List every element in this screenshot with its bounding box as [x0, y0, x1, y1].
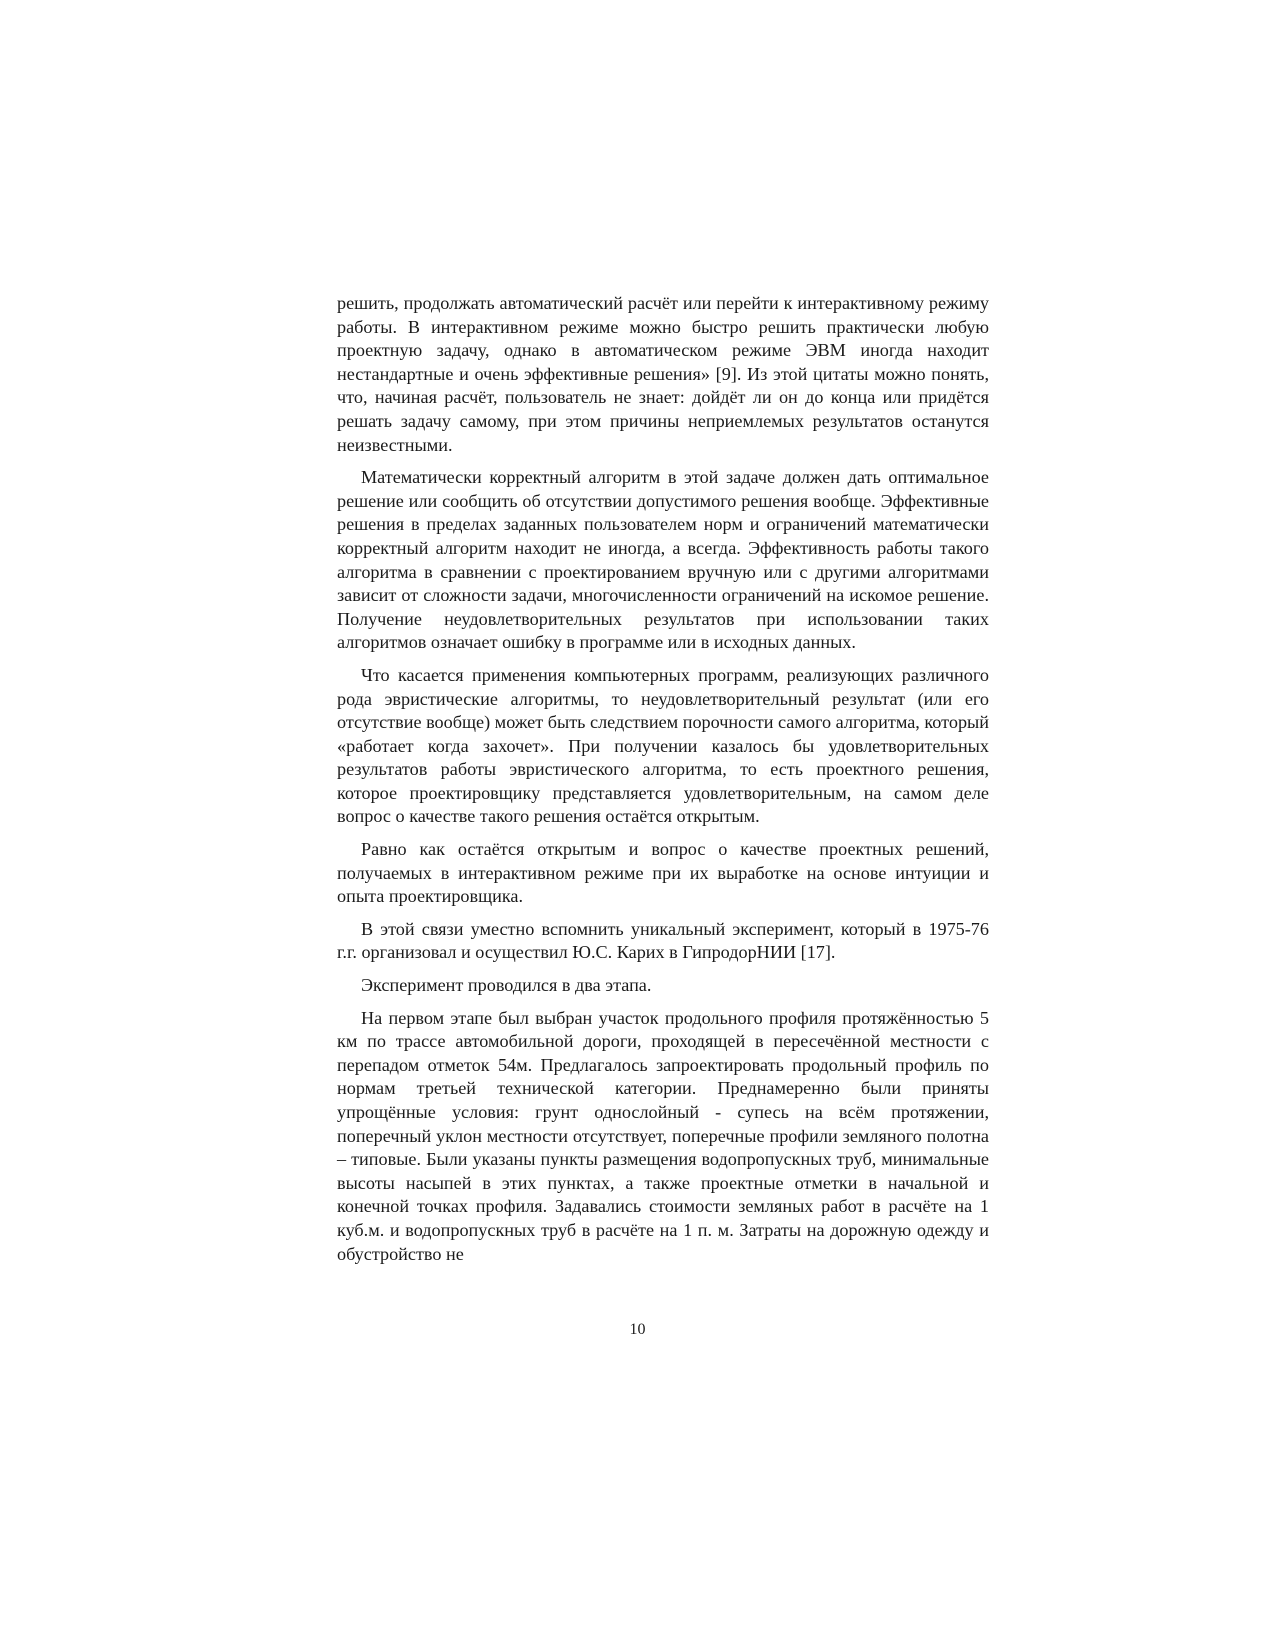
- paragraph-interactive-mode: Равно как остаётся открытым и вопрос о качестве проектных решений, получаемых в интерактивном режиме при их выработке на основе интуиции и опыта проектировщика.: [337, 839, 989, 907]
- paragraph-first-stage: На первом этапе был выбран участок продольного профиля протяжённостью 5 км по трассе автомобильной дороги, проходящей в пересечённой местности с перепадом отметок 54м. Предлагалось запроектировать продольный профиль по нормам третьей технической категории. Преднамеренно были приняты упрощённые условия: грунт однослойный - супесь на всём протяжении, поперечный уклон местности отсутствует, поперечные профили земляного полотна – типовые. Были указаны пункты размещения водопропускных труб, минимальные высоты насыпей в этих пунктах, а также проектные отметки в начальной и конечной точках профиля. Задавались стоимости земляных работ в расчёте на 1 куб.м. и водопропускных труб в расчёте на 1 п. м. Затраты на дорожную одежду и обустройство не: [337, 1007, 989, 1264]
- paragraph-heuristic-algorithms: Что касается применения компьютерных программ, реализующих различного рода эвристические алгоритмы, то неудовлетворительный результат (или его отсутствие вообще) может быть следствием порочности самого алгоритма, который «работает когда захочет». При получении казалось бы удовлетворительных результатов работы эвристического алгоритма, то есть проектного решения, которое проектировщику представляется удовлетворительным, на самом деле вопрос о качестве такого решения остаётся открытым.: [337, 664, 989, 827]
- page-body: [337, 292, 989, 1275]
- page-number: 10: [629, 1321, 646, 1338]
- paragraph-correct-algorithm: Математически корректный алгоритм в этой задаче должен дать оптимальное решение или сообщить об отсутствии допустимого решения вообще. Эффективные решения в пределах заданных пользователем норм и ограничений математически корректный алгоритм находит не иногда, а всегда. Эффективность работы такого алгоритма в сравнении с проектированием вручную или с другими алгоритмами зависит от сложности задачи, многочисленности ограничений на искомое решение. Получение неудовлетворительных результатов при использовании таких алгоритмов означает ошибку в программе или в исходных данных.: [337, 467, 989, 653]
- paragraph-experiment-stages: Эксперимент проводился в два этапа.: [361, 975, 652, 996]
- paragraph-experiment-intro: В этой связи уместно вспомнить уникальный эксперимент, который в 1975-76 г.г. организовал и осуществил Ю.С. Карих в ГипродорНИИ [17].: [337, 918, 989, 963]
- paragraph-continuation: решить, продолжать автоматический расчёт или перейти к интерактивному режиму работы. В интерактивном режиме можно быстро решить практически любую проектную задачу, однако в автоматическом режиме ЭВМ иногда находит нестандартные и очень эффективные решения» [9]. Из этой цитаты можно понять, что, начиная расчёт, пользователь не знает: дойдёт ли он до конца или придётся решать задачу самому, при этом причины неприемлемых результатов останутся неизвестными.: [337, 293, 989, 455]
